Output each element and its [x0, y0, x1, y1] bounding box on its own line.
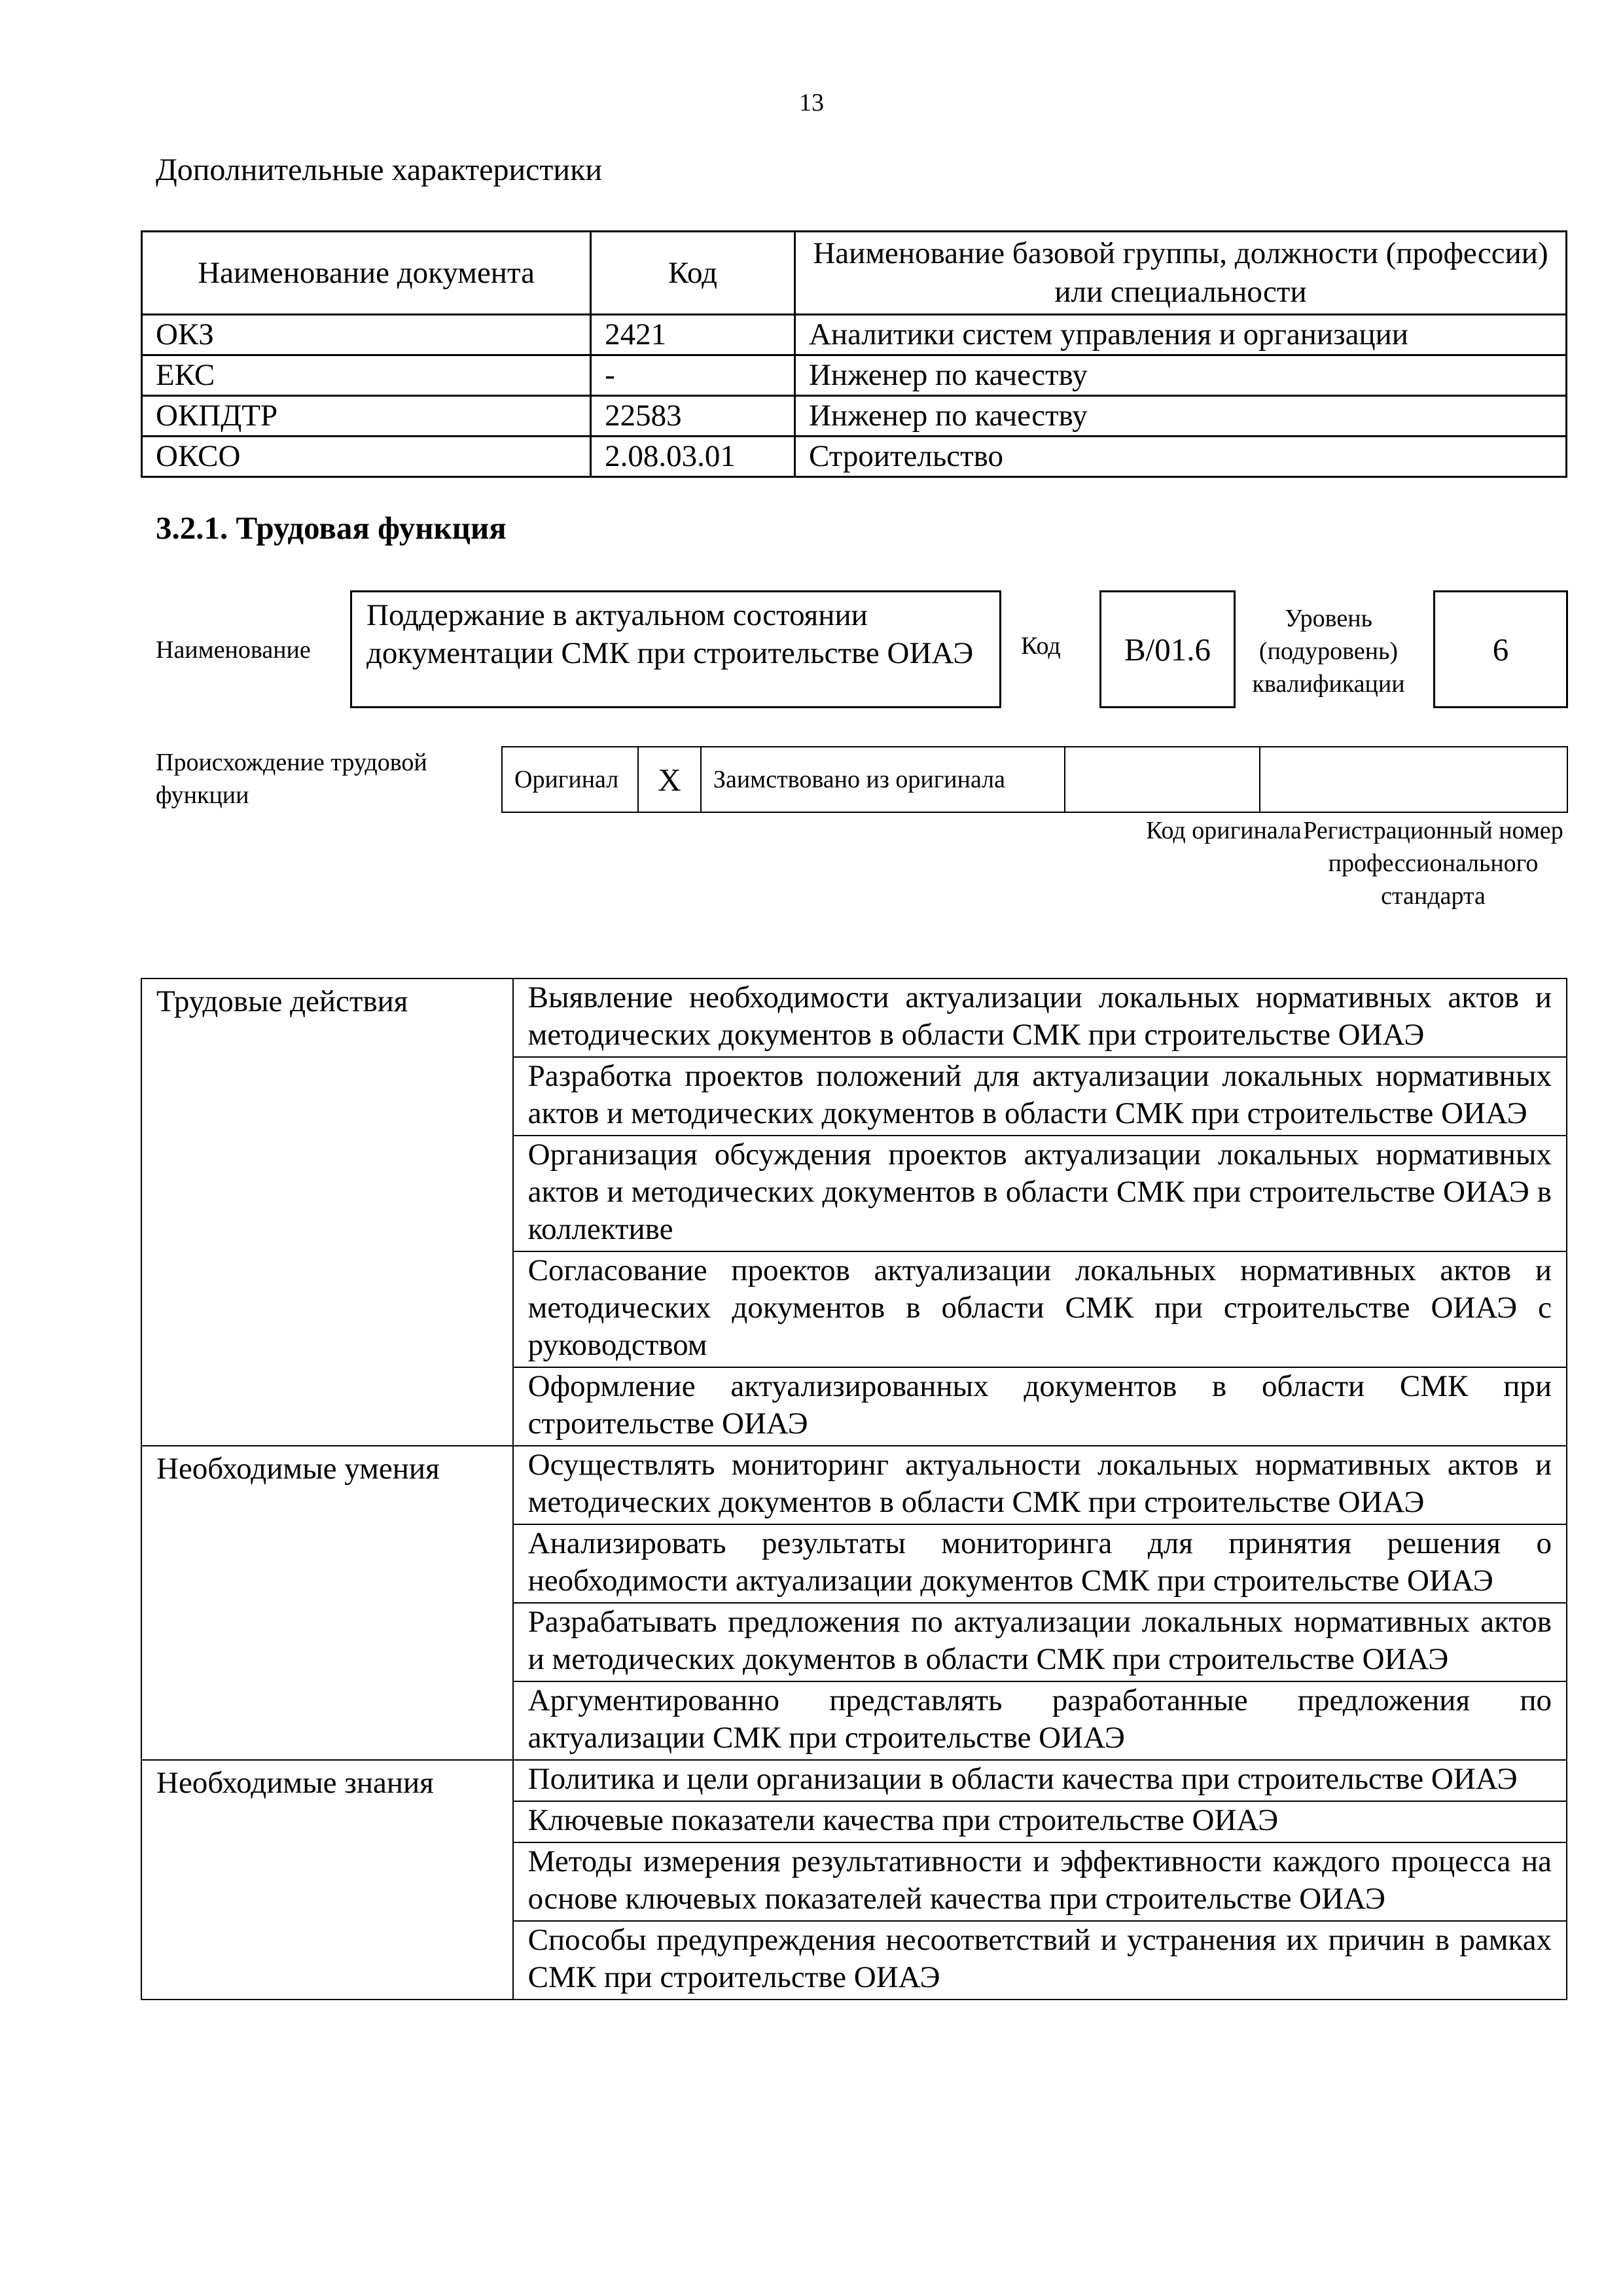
header-code: Код: [591, 232, 795, 315]
group-name-cell: Инженер по качеству: [794, 396, 1566, 437]
group-name-cell: Аналитики систем управления и организации: [794, 315, 1566, 355]
doc-name-cell: ОКСО: [142, 437, 591, 477]
table-row: [141, 978, 1567, 1057]
table-header-row: [142, 232, 1567, 315]
skill-item: Анализировать результаты мониторинга для принятия решения о необходимости актуализации документов СМК при строительстве ОИАЭ: [513, 1524, 1567, 1603]
skill-item: Аргументированно представлять разработанные предложения по актуализации СМК при строительстве ОИАЭ: [513, 1681, 1567, 1760]
registration-number-cell: [1260, 747, 1567, 812]
function-details-table: [141, 978, 1567, 2000]
labor-action-item: Согласование проектов актуализации локальных нормативных актов и методических документов в области СМК при строительстве ОИАЭ с руководством: [513, 1251, 1567, 1367]
origin-label: Происхождение трудовой функции: [156, 749, 427, 809]
code-label: Код: [1021, 632, 1061, 660]
page-number: 13: [799, 89, 824, 117]
original-code-cell: [1065, 747, 1259, 812]
name-label: Наименование: [156, 636, 311, 664]
knowledge-item: Методы измерения результативности и эффективности каждого процесса на основе ключевых показателей качества при строительстве ОИАЭ: [513, 1842, 1567, 1921]
function-code-box: B/01.6: [1099, 590, 1236, 708]
registration-number-caption: Регистрационный номер профессионального стандарта: [1303, 817, 1563, 910]
additional-characteristics-title: Дополнительные характеристики: [156, 152, 603, 187]
section-title: 3.2.1. Трудовая функция: [156, 510, 507, 546]
table-row: [142, 355, 1567, 396]
origin-row: [502, 747, 1567, 812]
code-cell: 22583: [591, 396, 795, 437]
labor-action-item: Оформление актуализированных документов в области СМК при строительстве ОИАЭ: [513, 1367, 1567, 1446]
knowledge-item: Политика и цели организации в области качества при строительстве ОИАЭ: [513, 1760, 1567, 1801]
origin-table: [501, 746, 1568, 813]
table-row: [141, 1760, 1567, 1801]
labor-action-item: Выявление необходимости актуализации локальных нормативных актов и методических документов в области СМК при строительстве ОИАЭ: [513, 978, 1567, 1057]
header-group-name: Наименование базовой группы, должности (профессии) или специальности: [794, 232, 1566, 315]
skill-item: Осуществлять мониторинг актуальности локальных нормативных актов и методических документов в области СМК при строительстве ОИАЭ: [513, 1446, 1567, 1524]
knowledge-item: Ключевые показатели качества при строительстве ОИАЭ: [513, 1801, 1567, 1842]
function-name-box: Поддержание в актуальном состоянии документации СМК при строительстве ОИАЭ: [350, 590, 1001, 708]
doc-name-cell: ЕКС: [142, 355, 591, 396]
table-row: [141, 1446, 1567, 1524]
knowledge-item: Способы предупреждения несоответствий и устранения их причин в рамках СМК при строительстве ОИАЭ: [513, 1921, 1567, 2000]
original-code-caption: Код оригинала: [1146, 817, 1302, 844]
required-skills-header: Необходимые умения: [141, 1446, 513, 1760]
group-name-cell: Инженер по качеству: [794, 355, 1566, 396]
original-cell: Оригинал: [502, 747, 638, 812]
doc-name-cell: ОКЗ: [142, 315, 591, 355]
labor-actions-header: Трудовые действия: [141, 978, 513, 1446]
code-cell: -: [591, 355, 795, 396]
table-row: [142, 396, 1567, 437]
code-cell: 2.08.03.01: [591, 437, 795, 477]
qualification-level-label: Уровень (подуровень) квалификации: [1252, 605, 1405, 698]
qualification-level-box: 6: [1433, 590, 1568, 708]
code-cell: 2421: [591, 315, 795, 355]
required-knowledge-header: Необходимые знания: [141, 1760, 513, 2000]
header-doc-name: Наименование документа: [142, 232, 591, 315]
original-mark: X: [638, 747, 701, 812]
labor-action-item: Организация обсуждения проектов актуализации локальных нормативных актов и методических документов в области СМК при строительстве ОИАЭ в коллективе: [513, 1136, 1567, 1251]
group-name-cell: Строительство: [794, 437, 1566, 477]
table-row: [142, 437, 1567, 477]
labor-action-item: Разработка проектов положений для актуализации локальных нормативных актов и методических документов в области СМК при строительстве ОИАЭ: [513, 1057, 1567, 1136]
additional-characteristics-table: [141, 230, 1567, 478]
borrowed-cell: Заимствовано из оригинала: [701, 747, 1065, 812]
doc-name-cell: ОКПДТР: [142, 396, 591, 437]
table-row: [142, 315, 1567, 355]
skill-item: Разрабатывать предложения по актуализации локальных нормативных актов и методических документов в области СМК при строительстве ОИАЭ: [513, 1603, 1567, 1681]
